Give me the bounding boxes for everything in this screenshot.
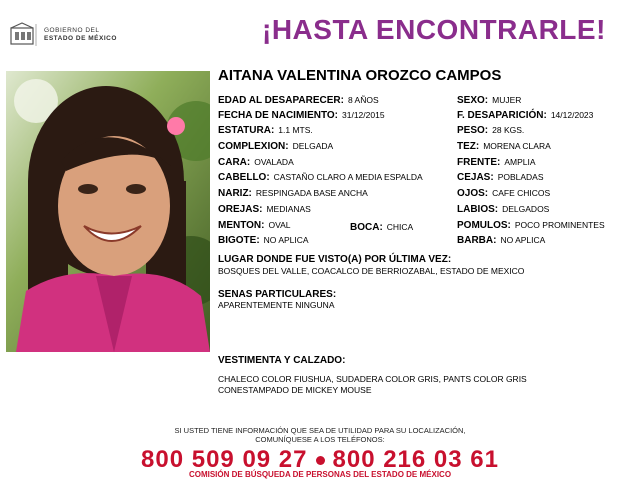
field-ojos-label: OJOS: [457,188,489,199]
field-cejas [457,172,544,183]
field-orejas-label: OREJAS: [218,204,263,215]
field-bigote [218,235,309,246]
field-tez [457,141,551,152]
field-frente [457,157,536,168]
phone-2[interactable]: 800 216 03 61 [332,446,499,473]
field-labios [457,204,549,215]
separator-dot-icon [316,456,325,465]
field-labios-label: LABIOS: [457,204,499,215]
field-edad-value: 8 AÑOS [347,95,379,105]
field-labios-value: DELGADOS [502,204,550,214]
phone-1[interactable]: 800 509 09 27 [141,446,308,473]
state-emblem-icon [8,22,38,48]
marks-label: SENAS PARTICULARES: [218,289,337,300]
person-name: AITANA VALENTINA OROZCO CAMPOS [218,67,502,84]
clothing-line-1: CHALECO COLOR FIUSHUA, SUDADERA COLOR GRIS, PANTS COLOR GRIS [218,374,527,384]
field-menton-value: OVAL [268,220,291,230]
field-fecha-nac [218,110,385,121]
field-f-desaparicion-label: F. DESAPARICIÓN: [457,110,547,121]
field-nariz [218,188,368,199]
field-boca-value: CHICA [386,222,414,232]
field-cejas-value: POBLADAS [497,172,544,182]
logo-line-2: ESTADO DE MÉXICO [44,35,117,42]
field-complexion-value: DELGADA [292,141,334,151]
field-peso [457,125,524,136]
field-f-desaparicion [457,110,593,121]
clothing-label: VESTIMENTA Y CALZADO: [218,355,346,366]
field-cejas-label: CEJAS: [457,172,494,183]
field-fecha-nac-value: 31/12/2015 [342,110,385,120]
field-sexo-label: SEXO: [457,95,489,106]
field-boca [350,222,413,233]
field-estatura [218,125,313,136]
field-pomulos-value: POCO PROMINENTES [514,220,605,230]
field-complexion [218,141,333,152]
field-pomulos [457,220,605,231]
field-bigote-value: NO APLICA [263,235,309,245]
field-tez-value: MORENA CLARA [483,141,551,151]
clothing-line-2: CONESTAMPADO DE MICKEY MOUSE [218,385,372,395]
field-sexo-value: MUJER [492,95,522,105]
contact-info-line-1: SI USTED TIENE INFORMACIÓN QUE SEA DE UTILIDAD PARA SU LOCALIZACIÓN, [174,426,466,435]
field-cabello-value: CASTAÑO CLARO A MEDIA ESPALDA [273,172,423,182]
field-barba [457,235,545,246]
last-seen-label: LUGAR DONDE FUE VISTO(A) POR ÚLTIMA VEZ: [218,254,452,265]
field-fecha-nac-label: FECHA DE NACIMIENTO: [218,110,338,121]
headline: ¡HASTA ENCONTRARLE! [262,14,606,45]
field-orejas-value: MEDIANAS [266,204,311,214]
field-barba-value: NO APLICA [500,235,546,245]
field-cara [218,157,294,168]
field-peso-value: 28 KGS. [492,125,525,135]
field-tez-label: TEZ: [457,141,480,152]
field-ojos [457,188,550,199]
field-orejas [218,204,311,215]
field-bigote-label: BIGOTE: [218,235,260,246]
field-cara-value: OVALADA [254,157,294,167]
field-sexo [457,95,521,106]
commission-name: COMISIÓN DE BÚSQUEDA DE PERSONAS DEL ESTADO DE MÉXICO [188,470,452,479]
marks-value: APARENTEMENTE NINGUNA [218,300,335,310]
field-estatura-label: ESTATURA: [218,125,275,136]
field-cabello [218,172,423,183]
field-f-desaparicion-value: 14/12/2023 [550,110,594,120]
last-seen-value: BOSQUES DEL VALLE, COACALCO DE BERRIOZABAL, ESTADO DE MEXICO [218,266,525,276]
field-frente-value: AMPLIA [504,157,536,167]
field-menton [218,220,291,231]
field-boca-label: BOCA: [350,222,383,233]
field-frente-label: FRENTE: [457,157,501,168]
government-logo [8,22,158,48]
field-ojos-value: CAFE CHICOS [492,188,551,198]
contact-info [0,426,640,444]
field-cabello-label: CABELLO: [218,172,270,183]
field-barba-label: BARBA: [457,235,497,246]
field-edad [218,95,379,106]
field-nariz-value: RESPINGADA BASE ANCHA [255,188,368,198]
field-estatura-value: 1.1 MTS. [278,125,313,135]
logo-line-1: GOBIERNO DEL [44,27,100,34]
field-edad-label: EDAD AL DESAPARECER: [218,95,344,106]
field-menton-label: MENTON: [218,220,265,231]
contact-info-line-2: COMUNÍQUESE A LOS TELÉFONOS: [255,435,385,444]
field-cara-label: CARA: [218,157,251,168]
field-peso-label: PESO: [457,125,489,136]
field-complexion-label: COMPLEXION: [218,141,289,152]
field-nariz-label: NARIZ: [218,188,252,199]
field-pomulos-label: POMULOS: [457,220,511,231]
missing-person-photo [6,71,210,352]
portrait-illustration [6,71,210,352]
